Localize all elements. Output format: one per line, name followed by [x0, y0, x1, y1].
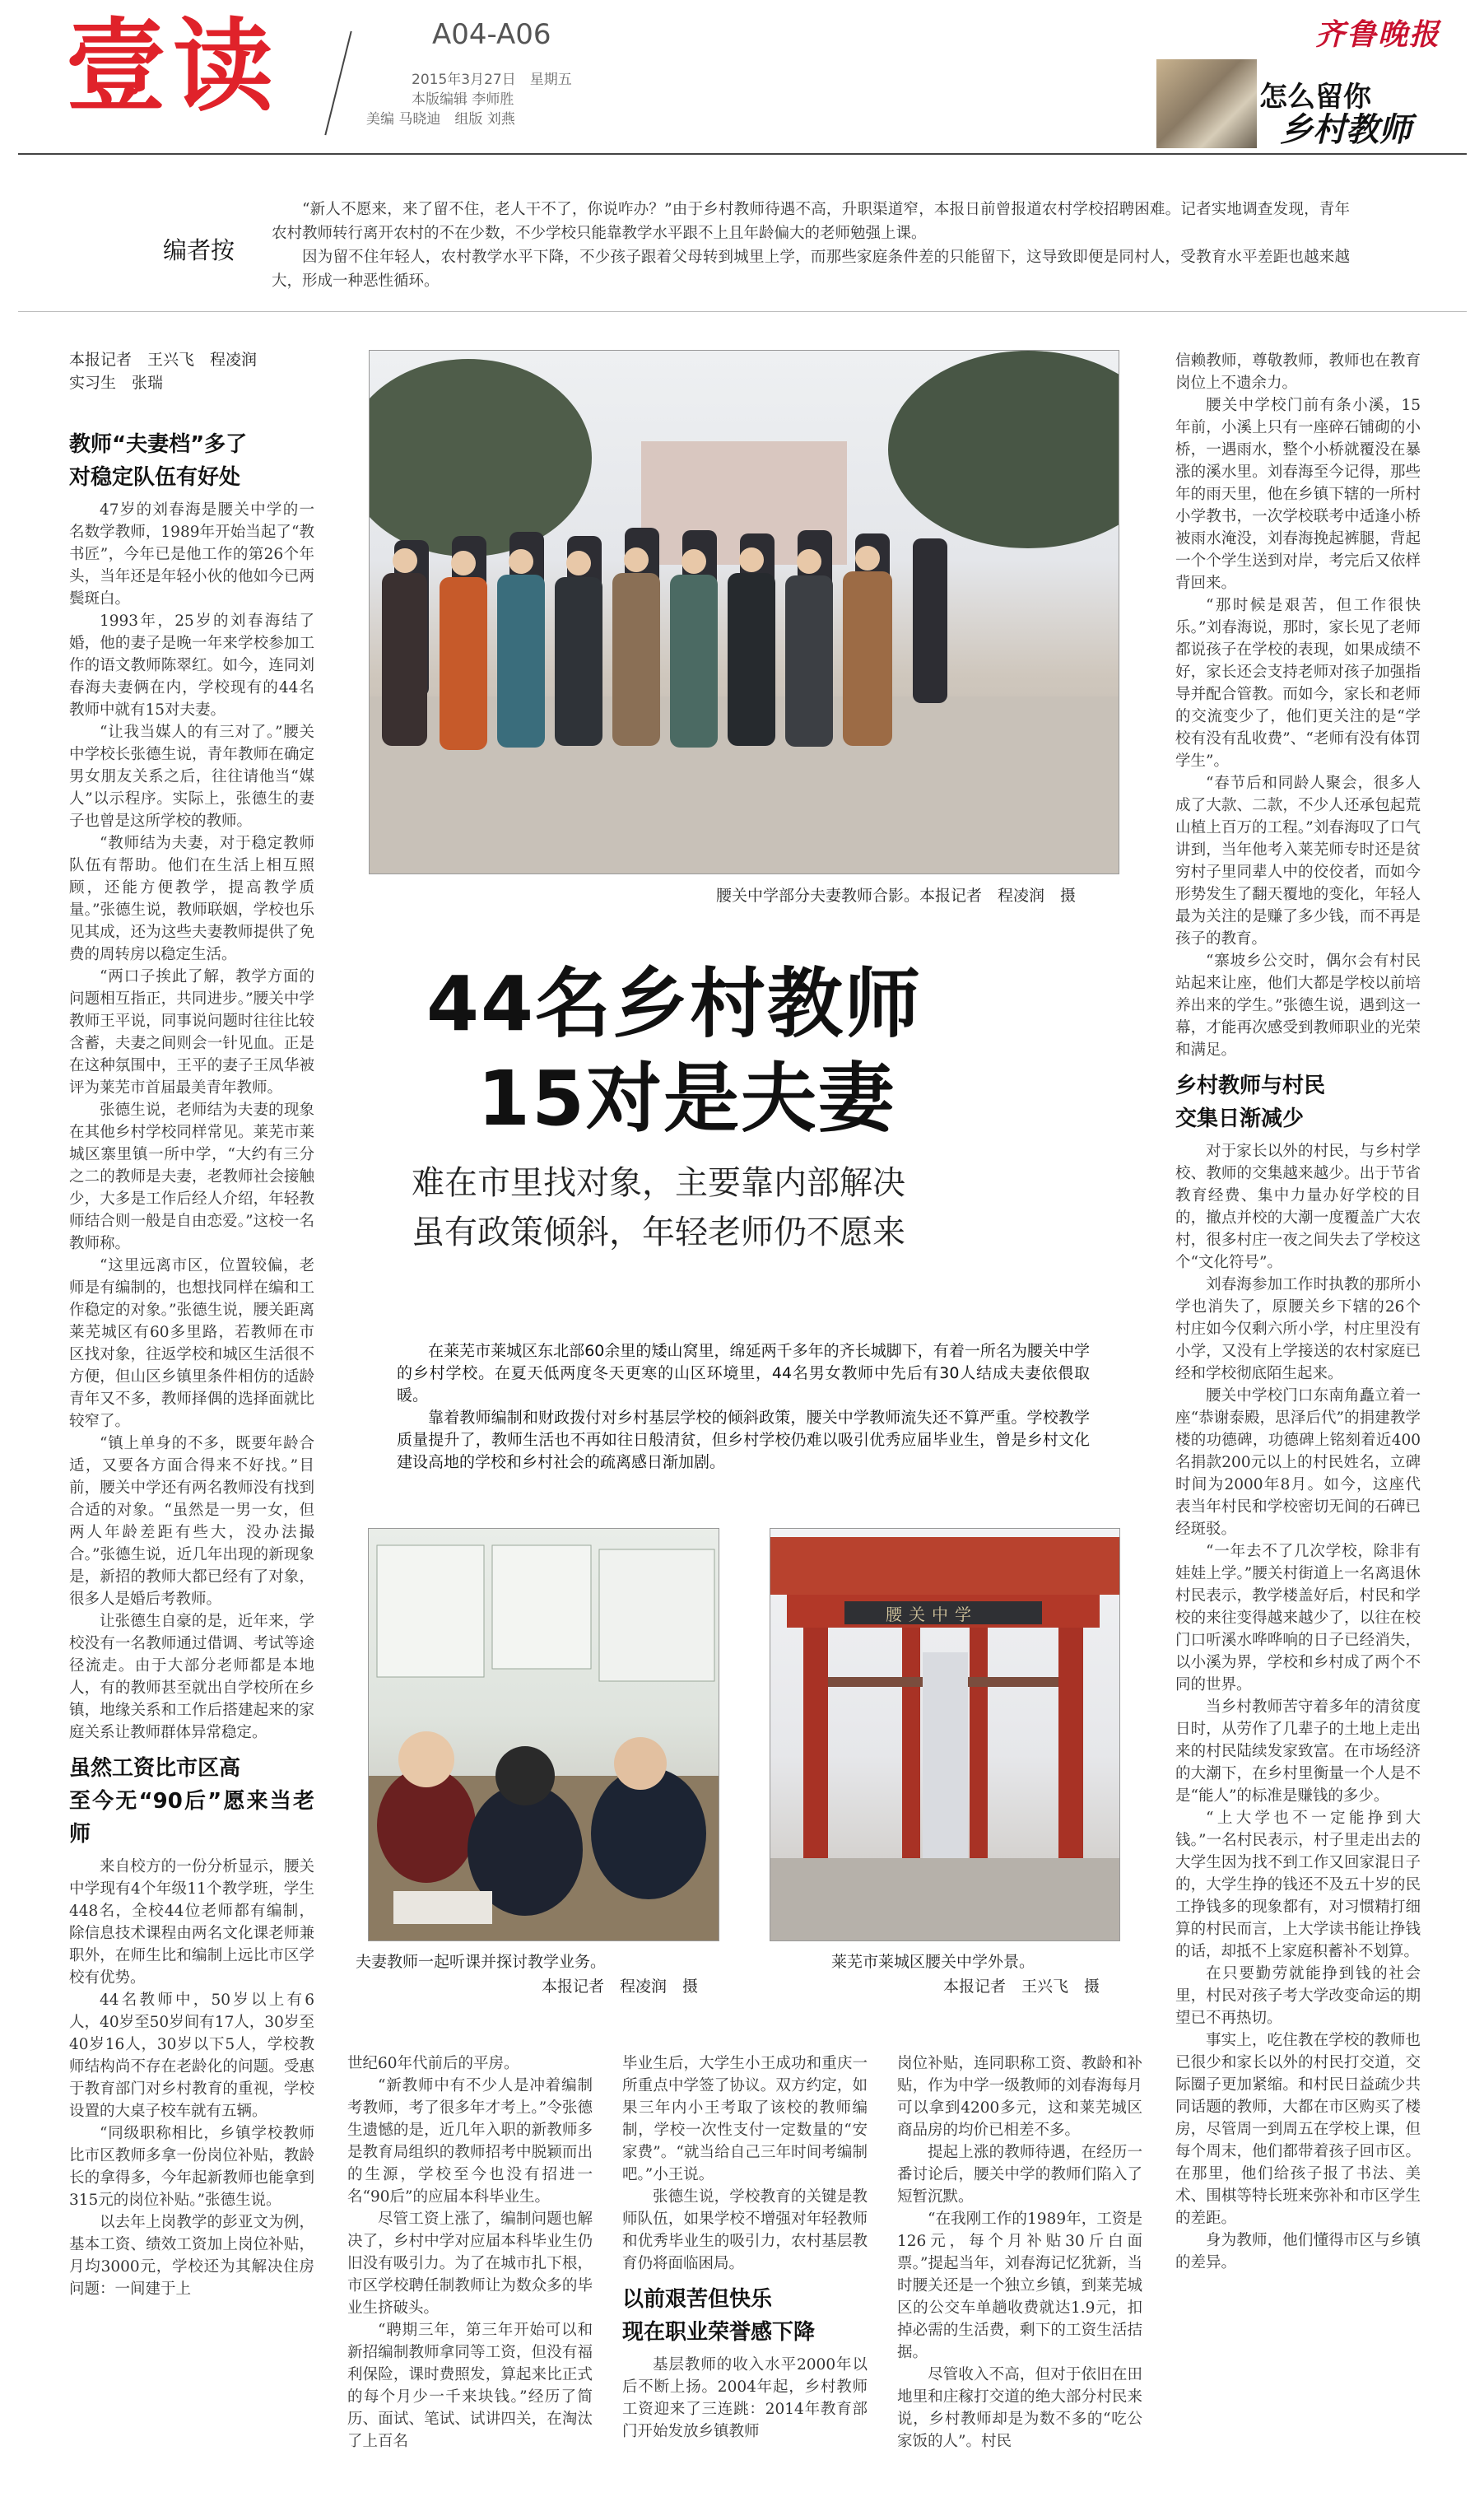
paragraph: “教师结为夫妻，对于稳定教师队伍有帮助。他们在生活上相互照顾，还能方便教学，提高教学质量。”张德生说，教师联姻，学校也乐见其成，还为这些夫妻教师提供了免费的周转房以稳定生活。 [69, 835, 314, 963]
paragraph: 腰关中学校门前有条小溪，15年前，小溪上只有一座碎石铺砌的小桥，一遇雨水，整个小桥就覆没在暴涨的溪水里。刘春海至今记得，那些年的雨天里，他在乡镇下辖的一所村小学教书，一次学校联考中适逢小桥被雨水淹没，刘春海挽起裤腿，背起一个个学生送到对岸，考完后又依样背回来。 [1175, 397, 1421, 592]
editor-note-label: 编者按 [163, 236, 235, 264]
page-editor: 本版编辑 李师胜 [412, 91, 514, 108]
subheading-hardship [622, 2283, 868, 2349]
paragraph: “在我刚工作的1989年，工资是126元，每个月补贴30斤白面票。”提起当年，刘春海记忆犹新，当时腰关还是一个独立乡镇，到莱芜城区的公交车单趟收费就达1.9元，扣掉必需的生活费，剩下的工资生活拮据。 [897, 2211, 1142, 2361]
school-gate-credit: 本报记者 王兴飞 摄 [943, 1978, 1100, 1996]
editor-note [272, 198, 1350, 293]
paragraph: 让张德生自豪的是，近年来，学校没有一名教师通过借调、考试等途径流走。由于大部分老师都是本地人，有的教师甚至就出自学校所在乡镇，地缘关系和工作后搭建起来的家庭关系让教师群体异常稳定。 [69, 1613, 314, 1741]
paragraph: “新教师中有不少人是冲着编制考教师，考了很多年才考上。”令张德生遗憾的是，近几年入职的新教师多是教育局组织的教师招考中脱颖而出的生源，学校至今也没有招进一名“90后”的应届本科毕业生。 [347, 2077, 593, 2206]
paragraph: 毕业生后，大学生小王成功和重庆一所重点中学签了协议。双方约定，如果三年内小王考取了该校的教师编制，学校一次性支付一定数量的“安家费”。“就当给自己三年时间考编制吧。”小王说。 [622, 2055, 868, 2183]
paragraph: 腰关中学校门口东南角矗立着一座“恭谢泰殿，思泽后代”的捐建教学楼的功德碑，功德碑上铭刻着近400名捐款200元以上的村民姓名，立碑时间为2000年8月。如今，这座代表当年村民和学校密切无间的石碑已经斑驳。 [1175, 1387, 1421, 1538]
paragraph: 44名教师中，50岁以上有6人，40岁至50岁间有17人，30岁至40岁16人，30岁以下5人，学校教师结构尚不存在老龄化的问题。受惠于教育部门对乡村教育的重视，学校设置的大桌子校车就有五辆。 [69, 1992, 314, 2120]
group-photo-illustration [370, 351, 1119, 873]
headline-main-2: 15对是夫妻 [477, 1055, 896, 1143]
paragraph: 在只要勤劳就能挣到钱的社会里，村民对孩子考大学改变命运的期望已不再热切。 [1175, 1965, 1421, 2027]
byline-reporters: 本报记者 王兴飞 程凌润 [69, 351, 258, 369]
subheading-line: 对稳定队伍有好处 [69, 465, 241, 490]
paragraph: 当乡村教师苦守着多年的清贫度日时，从劳作了几辈子的土地上走出来的村民陆续发家致富。在市场经济的大潮下，在乡村里衡量一个人是不是“能人”的标准是赚钱的多少。 [1175, 1698, 1421, 1805]
paragraph: 事实上，吃住教在学校的教师也已很少和家长以外的村民打交道，交际圈子更加紧缩。和村民日益疏少共同话题的教师，大都在市区购买了楼房，尽管周一到周五在学校上课，但每个周末，他们都带着孩子回市区。在那里，他们给孩子报了书法、美术、围棋等特长班来弥补和市区学生的差距。 [1175, 2032, 1421, 2227]
issue-date: 2015年3月27日 星期五 [412, 72, 572, 88]
paragraph: 对于家长以外的村民，与乡村学校、教师的交集越来越少。出于节省教育经费、集中力量办好学校的目的，撤点并校的大潮一度覆盖广大农村，很多村庄一夜之间失去了学校这个“文化符号”。 [1175, 1143, 1421, 1271]
paragraph: 张德生说，学校教育的关键是教师队伍，如果学校不增强对年轻教师和优秀毕业生的吸引力，农村基层教育仍将面临困局。 [622, 2188, 868, 2272]
column-1 [69, 420, 314, 2503]
masthead [0, 0, 1484, 165]
classroom-photo-illustration [369, 1529, 719, 1940]
paragraph: 身为教师，他们懂得市区与乡镇的差异。 [1175, 2232, 1421, 2271]
school-gate-illustration [770, 1529, 1119, 1940]
subheading-line: 至今无“90后”愿来当老师 [69, 1789, 314, 1847]
paragraph: 来自校方的一份分析显示，腰关中学现有4个年级11个教学班，学生448名，全校44位老师都有编制，除信息技术课程由两名文化课老师兼职外，在师生比和编制上远比市区学校有优势。 [69, 1858, 314, 1987]
school-gate-photo [770, 1528, 1120, 1941]
paragraph: “让我当媒人的有三对了。”腰关中学校长张德生说，青年教师在确定男女朋友关系之后，往往请他当“媒人”以示程序。实际上，张德生的妻子也曾是这所学校的教师。 [69, 724, 314, 830]
paragraph: “上大学也不一定能挣到大钱。”一名村民表示，村子里走出去的大学生因为找不到工作又回家混日子的，大学生挣的钱还不及五十岁的民工挣钱多的现象都有，对习惯精打细算的村民而言，上大学读书能让挣钱的话，却抵不上家庭积蓄补不划算。 [1175, 1810, 1421, 1960]
paragraph: 尽管收入不高，但对于依旧在田地里和庄稼打交道的绝大部分村民来说，乡村教师却是为数不多的“吃公家饭的人”。村民 [897, 2366, 1142, 2450]
byline-intern: 实习生 张瑞 [69, 374, 164, 392]
paragraph: “那时候是艰苦，但工作很快乐。”刘春海说，那时，家长见了老师都说孩子在学校的表现，如果成绩不好，家长还会支持老师对孩子加强指导并配合管教。而如今，家长和老师的交流变少了，他们更关注的是“学校有没有乱收费”、“老师有没有体罚学生”。 [1175, 597, 1421, 770]
subheading-line: 现在职业荣誉感下降 [622, 2320, 816, 2345]
paragraph: “两口子挨此了解，教学方面的问题相互指正，共同进步。”腰关中学教师王平说，同事说问题时往往比较含蓄，夫妻之间则会一针见血。正是在这种氛围中，王平的妻子王凤华被评为莱芜市首届最美青年教师。 [69, 968, 314, 1097]
paragraph: 信赖教师，尊敬教师，教师也在教育岗位上不遗余力。 [1175, 352, 1421, 392]
classroom-photo [368, 1528, 719, 1941]
column-5 [1175, 350, 1421, 2499]
paragraph: 以去年上岗教学的彭亚文为例，基本工资、绩效工资加上岗位补贴，月均3000元，学校还为其解决住房问题：一间建于上 [69, 2214, 314, 2298]
paragraph: “春节后和同龄人聚会，很多人成了大款、二款，不少人还承包起荒山植上百万的工程。”刘春海叹了口气讲到，当年他考入莱芜师专时还是贫穷村子里同辈人中的佼佼者，而如今形势发生了翻天覆地的变化，年轻人最为关注的是赚了多少钱，而不再是孩子的教育。 [1175, 775, 1421, 948]
promo-line-2: 乡村教师 [1280, 110, 1412, 149]
school-gate-caption: 莱芜市莱城区腰关中学外景。 [831, 1953, 1035, 1971]
editor-note-para: 因为留不住年轻人，农村教学水平下降，不少孩子跟着父母转到城里上学，而那些家庭条件差的只能留下，这导致即便是同村人，受教育水平差距也越来越大，形成一种恶性循环。 [272, 249, 1350, 290]
paragraph: 岗位补贴，连同职称工资、教龄和补贴，作为中学一级教师的刘春海每月可以拿到4200多元，这和莱芜城区商品房的均价已相差不多。 [897, 2055, 1142, 2139]
column-3 [622, 2052, 868, 2497]
paragraph: 刘春海参加工作时执教的那所小学也消失了，原腰关乡下辖的26个村庄如今仅剩六所小学，村庄里没有小学，又没有上学接送的农村家庭已经和学校彻底陌生起来。 [1175, 1276, 1421, 1382]
masthead-slash [324, 31, 351, 136]
subheading-line: 乡村教师与村民 [1175, 1074, 1326, 1098]
section-rule [18, 311, 1467, 312]
headline-sub-2: 虽有政策倾斜，年轻老师仍不愿来 [412, 1214, 905, 1251]
paragraph: “聘期三年，第三年开始可以和新招编制教师拿同等工资，但没有福利保险，课时费照发，算起来比正式的每个月少一千来块钱。”经历了简历、面试、笔试、试讲四关，在淘汰了上百名 [347, 2322, 593, 2450]
classroom-photo-caption: 夫妻教师一起听课并探讨教学业务。 [356, 1953, 607, 1971]
classroom-photo-credit: 本报记者 程凌润 摄 [542, 1978, 699, 1996]
subheading-couple-teachers [69, 428, 314, 494]
paragraph: 基层教师的收入水平2000年以后不断上扬。2004年起，乡村教师工资迎来了三连跳：2014年教育部门开始发放乡镇教师 [622, 2356, 868, 2440]
school-gate-sign: 腰关中学 [886, 1605, 978, 1624]
subheading-villagers [1175, 1069, 1421, 1135]
paragraph: 提起上涨的教师待遇，在经历一番讨论后，腰关中学的教师们陷入了短暂沉默。 [897, 2144, 1142, 2206]
masthead-rule [18, 153, 1467, 155]
paragraph: 张德生说，老师结为夫妻的现象在其他乡村学校同样常见。莱芜市莱城区寨里镇一所中学，“大约有三分之二的教师是夫妻，老教师社会接触少，大多是工作后经人介绍，年轻教师结合则一般是自由恋爱。”这校一名教师称。 [69, 1102, 314, 1252]
paragraph: “同级职称相比，乡镇学校教师比市区教师多拿一份岗位补贴，教龄长的拿得多，今年起新教师也能拿到315元的岗位补贴。”张德生说。 [69, 2125, 314, 2209]
newspaper-logo: 齐鲁晚报 [1315, 17, 1441, 52]
subheading-line: 虽然工资比市区高 [69, 1756, 241, 1781]
column-4 [897, 2052, 1142, 2497]
promo-line-1: 怎么留你 [1259, 81, 1371, 114]
paragraph: 47岁的刘春海是腰关中学的一名数学教师，1989年开始当起了“教书匠”，今年已是他工作的第26个年头，当年还是年轻小伙的他如今已两鬓斑白。 [69, 501, 314, 608]
lead [397, 1340, 1090, 1474]
paragraph: “一年去不了几次学校，除非有娃娃上学。”腰关村街道上一名离退休村民表示，教学楼盖好后，村民和学校的来往变得越来越少了，以往在校门口听溪水哗哗响的日子已经消失，以小溪为界，学校和乡村成了两个不同的世界。 [1175, 1543, 1421, 1693]
paragraph: “镇上单身的不多，既要年龄合适，又要各方面合得来不好找。”目前，腰关中学还有两名教师没有找到合适的对象。“虽然是一男一女，但两人年龄差距有些大，没办法撮合。”张德生说，近几年出现的新现象是，新招的教师大都已经有了对象，很多人是婚后考教师。 [69, 1435, 314, 1608]
promo-thumbnail [1156, 59, 1257, 148]
paragraph: 尽管工资上涨了，编制问题也解决了，乡村中学对应届本科毕业生仍旧没有吸引力。为了在城市扎下根，市区学校聘任制教师让为数众多的毕业生挤破头。 [347, 2211, 593, 2317]
page-designer: 美编 马晓迪 组版 刘燕 [366, 111, 515, 128]
paragraph: 世纪60年代前后的平房。 [347, 2055, 519, 2072]
headline-main-1: 44名乡村教师 [426, 960, 923, 1048]
paragraph: “寨坡乡公交时，偶尔会有村民站起来让座，他们大都是学校以前培养出来的学生。”张德生说，遇到这一幕，才能再次感受到教师职业的光荣和满足。 [1175, 953, 1421, 1059]
subheading-salary [69, 1752, 314, 1851]
lead-paragraph: 在莱芜市莱城区东北部60余里的矮山窝里，绵延两千多年的齐长城脚下，有着一所名为腰关中学的乡村学校。在夏天低两度冬天更寒的山区环境里，44名男女教师中先后有30人结成夫妻依偎取暖。 [397, 1342, 1090, 1405]
headline-sub-1: 难在市里找对象，主要靠内部解决 [412, 1164, 905, 1202]
lead-paragraph: 靠着教师编制和财政拨付对乡村基层学校的倾斜政策，腰关中学教师流失还不算严重。学校教学质量提升了，教师生活也不再如往日般清贫，但乡村学校仍难以吸引优秀应届毕业生，曾是乡村文化建设高地的学校和乡村社会的疏离感日渐加剧。 [397, 1409, 1090, 1471]
subheading-line: 教师“夫妻档”多了 [69, 432, 248, 457]
editor-note-para: “新人不愿来，来了留不住，老人干不了，你说咋办？”由于乡村教师待遇不高，升职渠道窄，本报日前曾报道农村学校招聘困难。记者实地调查发现，青年农村教师转行离开农村的不在少数，不少学校只能靠教学水平跟不上且年龄偏大的老师勉强上课。 [272, 201, 1350, 242]
subheading-line: 以前艰苦但快乐 [622, 2287, 773, 2312]
subheading-line: 交集日渐减少 [1175, 1106, 1305, 1131]
paragraph: “这里远离市区，位置较偏，老师是有编制的，也想找同样在编和工作稳定的对象。”张德生说，腰关距离莱芜城区有60多里路，若教师在市区找对象，往返学校和城区生活很不方便，但山区乡镇里条件相仿的适龄青年又不多，教师择偶的选择面就比较窄了。 [69, 1257, 314, 1430]
section-title: 壹读 [66, 8, 280, 125]
paragraph: 1993年，25岁的刘春海结了婚，他的妻子是晚一年来学校参加工作的语文教师陈翠红。如今，连同刘春海夫妻俩在内，学校现有的44名教师中就有15对夫妻。 [69, 613, 314, 719]
column-2 [347, 2052, 593, 2497]
group-photo [369, 350, 1119, 874]
page-range: A04-A06 [432, 18, 551, 51]
group-photo-caption: 腰关中学部分夫妻教师合影。本报记者 程凌润 摄 [716, 887, 1077, 905]
